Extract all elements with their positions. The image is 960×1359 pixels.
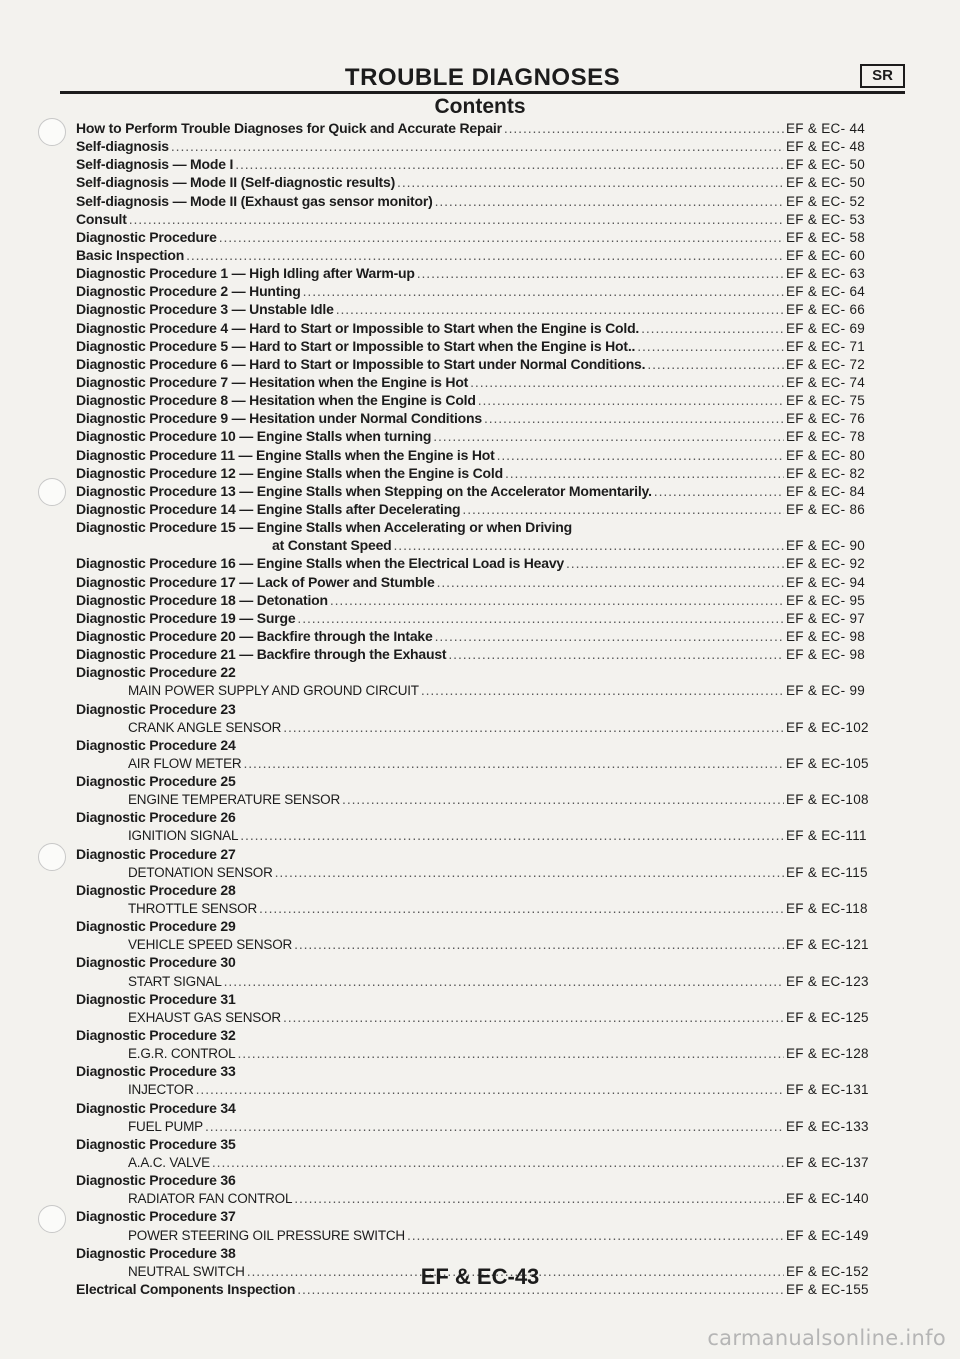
toc-entry-title: Self-diagnosis — Mode II (Exhaust gas sensor monitor) <box>76 192 433 209</box>
toc-entry-page-ref: EF & EC- 99 <box>786 683 866 699</box>
table-of-contents <box>76 119 898 1298</box>
toc-entry[interactable] <box>76 337 898 355</box>
toc-entry-title: Diagnostic Procedure 27 <box>76 845 236 862</box>
dot-leader <box>437 573 784 591</box>
toc-entry[interactable] <box>76 482 898 500</box>
toc-entry-page-ref: EF & EC-140 <box>786 1191 869 1207</box>
dot-leader <box>294 935 784 953</box>
toc-entry-title: Diagnostic Procedure 8 — Hesitation when the Engine is Cold <box>76 392 476 409</box>
toc-entry[interactable] <box>76 681 898 699</box>
toc-entry-page-ref: EF & EC- 50 <box>786 157 866 173</box>
toc-entry[interactable] <box>76 518 898 536</box>
toc-entry-title: Diagnostic Procedure 5 — Hard to Start or Impossible to Start when the Engine is Hot.. <box>76 337 636 354</box>
toc-entry-title: START SIGNAL <box>128 973 222 989</box>
toc-entry[interactable] <box>76 790 898 808</box>
toc-entry-page-ref: EF & EC-123 <box>786 973 869 989</box>
dot-leader <box>435 192 784 210</box>
toc-entry-page-ref: EF & EC- 71 <box>786 338 866 354</box>
toc-entry-page-ref: EF & EC-111 <box>786 828 867 844</box>
toc-entry-page-ref: EF & EC- 80 <box>786 447 866 463</box>
toc-entry-title: IGNITION SIGNAL <box>128 828 239 844</box>
toc-entry-page-ref: EF & EC- 58 <box>786 229 866 245</box>
toc-entry-title: FUEL PUMP <box>128 1118 203 1134</box>
toc-entry-page-ref: EF & EC- 53 <box>786 211 866 227</box>
toc-entry-title: Diagnostic Procedure 26 <box>76 809 236 826</box>
toc-entry-title: Diagnostic Procedure 20 — Backfire through the Intake <box>76 627 433 644</box>
binder-hole <box>38 118 66 146</box>
toc-entry[interactable] <box>76 228 898 246</box>
toc-entry[interactable] <box>76 935 898 953</box>
dot-leader <box>478 391 784 409</box>
toc-entry-title: NEUTRAL SWITCH <box>128 1263 245 1279</box>
toc-entry[interactable] <box>76 300 898 318</box>
toc-entry-page-ref: EF & EC- 63 <box>786 266 866 282</box>
toc-entry-title: Self-diagnosis — Mode II (Self-diagnostic results) <box>76 174 396 191</box>
toc-entry-title: EXHAUST GAS SENSOR <box>128 1009 281 1025</box>
toc-entry-page-ref: EF & EC- 44 <box>786 121 866 136</box>
dot-leader <box>342 790 784 808</box>
toc-entry-title: ENGINE TEMPERATURE SENSOR <box>128 792 341 808</box>
toc-entry[interactable] <box>76 718 898 736</box>
dot-leader <box>433 427 784 445</box>
toc-entry-title: Diagnostic Procedure 11 — Engine Stalls when the Engine is Hot <box>76 446 495 463</box>
toc-entry-title: Diagnostic Procedure 6 — Hard to Start or Impossible to Start under Normal Conditions. <box>76 355 646 372</box>
toc-entry-title: Diagnostic Procedure 34 <box>76 1099 236 1116</box>
toc-entry[interactable] <box>76 500 898 518</box>
toc-entry-page-ref: EF & EC- 92 <box>786 556 866 572</box>
toc-entry-title: THROTTLE SENSOR <box>128 901 258 917</box>
dot-leader <box>566 554 784 572</box>
toc-entry[interactable] <box>76 1244 898 1262</box>
dot-leader <box>196 1080 784 1098</box>
toc-entry-page-ref: EF & EC- 60 <box>786 247 866 263</box>
dot-leader <box>470 373 784 391</box>
toc-entry-title: Diagnostic Procedure 17 — Lack of Power and Stumble <box>76 573 435 590</box>
toc-entry-title: Diagnostic Procedure 38 <box>76 1244 236 1261</box>
dot-leader <box>129 210 784 228</box>
toc-entry-page-ref: EF & EC-155 <box>786 1282 869 1297</box>
toc-entry-title: Diagnostic Procedure 28 <box>76 881 236 898</box>
toc-entry-title: Diagnostic Procedure 3 — Unstable Idle <box>76 301 334 318</box>
toc-entry-title: How to Perform Trouble Diagnoses for Quick and Accurate Repair <box>76 120 502 136</box>
toc-entry[interactable] <box>76 137 898 155</box>
toc-entry-page-ref: EF & EC- 95 <box>786 592 866 608</box>
toc-entry-page-ref: EF & EC- 64 <box>786 284 866 300</box>
toc-entry-page-ref: EF & EC-118 <box>786 901 868 917</box>
toc-entry-title: Diagnostic Procedure 33 <box>76 1063 236 1080</box>
section-title: TROUBLE DIAGNOSES <box>344 64 621 91</box>
dot-leader <box>259 899 784 917</box>
toc-entry[interactable] <box>76 1099 898 1117</box>
page-number: EF & EC-43 <box>420 1264 540 1289</box>
toc-entry[interactable] <box>76 736 898 754</box>
dot-leader <box>647 355 784 373</box>
dot-leader <box>186 246 784 264</box>
dot-leader <box>283 718 784 736</box>
toc-entry-title: Electrical Components Inspection <box>76 1281 296 1297</box>
toc-entry-page-ref: EF & EC-152 <box>786 1263 869 1279</box>
toc-entry-page-ref: EF & EC- 48 <box>786 139 866 155</box>
toc-entry[interactable] <box>76 917 898 935</box>
toc-entry-title: Diagnostic Procedure 14 — Engine Stalls after Decelerating <box>76 500 461 517</box>
dot-leader <box>637 337 784 355</box>
toc-entry[interactable] <box>76 772 898 790</box>
toc-entry[interactable] <box>76 1080 898 1098</box>
toc-entry-page-ref: EF & EC- 97 <box>786 610 866 626</box>
toc-entry[interactable] <box>76 427 898 445</box>
toc-entry[interactable] <box>76 173 898 191</box>
header-rule <box>60 91 905 94</box>
toc-entry[interactable] <box>76 1117 898 1135</box>
toc-entry-title: Diagnostic Procedure 35 <box>76 1135 236 1152</box>
dot-leader <box>171 137 784 155</box>
toc-entry[interactable] <box>76 953 898 971</box>
toc-entry-title: AIR FLOW METER <box>128 755 242 771</box>
dot-leader <box>504 119 784 137</box>
toc-entry-title: Self-diagnosis — Mode I <box>76 156 234 173</box>
dot-leader <box>448 645 784 663</box>
dot-leader <box>484 409 784 427</box>
watermark-text: carmanualsonline.info <box>707 1326 946 1350</box>
toc-entry-title: INJECTOR <box>128 1082 194 1098</box>
dot-leader <box>407 1226 784 1244</box>
dot-leader <box>330 591 784 609</box>
toc-entry[interactable] <box>76 1189 898 1207</box>
dot-leader <box>397 173 784 191</box>
toc-entry-title: Diagnostic Procedure 23 <box>76 700 236 717</box>
toc-entry-title: Diagnostic Procedure 2 — Hunting <box>76 283 301 300</box>
toc-entry[interactable] <box>76 1026 898 1044</box>
dot-leader <box>243 754 784 772</box>
toc-entry-title: DETONATION SENSOR <box>128 864 273 880</box>
dot-leader <box>212 1153 784 1171</box>
toc-entry[interactable] <box>76 319 898 337</box>
toc-entry-title: Basic Inspection <box>76 246 185 263</box>
toc-entry[interactable] <box>76 246 898 264</box>
toc-entry-page-ref: EF & EC- 75 <box>786 393 866 409</box>
toc-entry-page-ref: EF & EC- 84 <box>786 483 866 499</box>
toc-entry-page-ref: EF & EC- 74 <box>786 374 866 390</box>
toc-entry-title: Diagnostic Procedure 21 — Backfire through the Exhaust <box>76 646 447 663</box>
toc-entry[interactable] <box>76 446 898 464</box>
dot-leader <box>275 863 784 881</box>
model-badge: SR <box>860 64 905 88</box>
toc-entry-title: Diagnostic Procedure 12 — Engine Stalls when the Engine is Cold <box>76 464 503 481</box>
toc-entry[interactable] <box>76 554 898 572</box>
toc-entry[interactable] <box>76 1207 898 1225</box>
toc-entry[interactable] <box>76 1062 898 1080</box>
toc-entry-page-ref: EF & EC- 76 <box>786 411 866 427</box>
dot-leader <box>435 627 784 645</box>
toc-entry[interactable] <box>76 391 898 409</box>
binder-hole <box>38 843 66 871</box>
toc-entry[interactable] <box>76 627 898 645</box>
toc-entry-page-ref: EF & EC-128 <box>786 1046 869 1062</box>
toc-entry[interactable] <box>76 609 898 627</box>
toc-entry-title: Diagnostic Procedure 25 <box>76 773 236 790</box>
toc-entry-title: Diagnostic Procedure 10 — Engine Stalls when turning <box>76 428 432 445</box>
dot-leader <box>417 264 784 282</box>
toc-entry[interactable] <box>76 845 898 863</box>
dot-leader <box>297 609 784 627</box>
toc-entry[interactable] <box>76 192 898 210</box>
toc-entry-page-ref: EF & EC- 52 <box>786 193 866 209</box>
dot-leader <box>497 446 784 464</box>
dot-leader <box>240 826 784 844</box>
toc-entry-title: Diagnostic Procedure 4 — Hard to Start or Impossible to Start when the Engine is Cold. <box>76 319 640 336</box>
toc-entry-page-ref: EF & EC-108 <box>786 792 869 808</box>
toc-entry-title: Diagnostic Procedure 24 <box>76 736 236 753</box>
toc-entry[interactable] <box>76 645 898 663</box>
toc-entry[interactable] <box>76 573 898 591</box>
toc-entry[interactable] <box>76 282 898 300</box>
dot-leader <box>294 1189 784 1207</box>
toc-entry-page-ref: EF & EC-137 <box>786 1155 869 1171</box>
toc-entry-title: Self-diagnosis <box>76 138 169 155</box>
toc-entry-title: CRANK ANGLE SENSOR <box>128 719 282 735</box>
toc-entry-page-ref: EF & EC-149 <box>786 1227 869 1243</box>
toc-entry-page-ref: EF & EC- 98 <box>786 647 866 663</box>
dot-leader <box>336 300 784 318</box>
toc-entry-title: Diagnostic Procedure 31 <box>76 990 236 1007</box>
dot-leader <box>394 536 784 554</box>
toc-entry-title: Diagnostic Procedure 22 <box>76 664 236 681</box>
dot-leader <box>303 282 784 300</box>
toc-entry-title: Diagnostic Procedure 1 — High Idling after Warm-up <box>76 265 415 282</box>
toc-entry-title: Diagnostic Procedure 13 — Engine Stalls when Stepping on the Accelerator Momentarily. <box>76 482 652 499</box>
toc-entry-page-ref: EF & EC-115 <box>786 864 868 880</box>
toc-entry-title: Diagnostic Procedure 15 — Engine Stalls when Accelerating or when Driving <box>76 519 573 536</box>
page-header <box>60 58 905 94</box>
toc-entry[interactable] <box>76 1008 898 1026</box>
toc-entry-page-ref: EF & EC- 69 <box>786 320 866 336</box>
toc-entry-title: Diagnostic Procedure <box>76 228 217 245</box>
toc-entry-page-ref: EF & EC- 72 <box>786 356 866 372</box>
dot-leader <box>283 1008 784 1026</box>
toc-entry[interactable] <box>76 881 898 899</box>
toc-entry[interactable] <box>76 972 898 990</box>
toc-entry[interactable] <box>76 808 898 826</box>
toc-entry[interactable] <box>76 155 898 173</box>
dot-leader <box>505 464 784 482</box>
toc-entry-page-ref: EF & EC- 82 <box>786 465 866 481</box>
toc-entry-title: Diagnostic Procedure 16 — Engine Stalls when the Electrical Load is Heavy <box>76 555 565 572</box>
toc-entry[interactable] <box>76 409 898 427</box>
toc-entry[interactable] <box>76 899 898 917</box>
dot-leader <box>224 972 784 990</box>
toc-entry-page-ref: EF & EC- 86 <box>786 501 866 517</box>
dot-leader <box>237 1044 784 1062</box>
toc-entry-title: A.A.C. VALVE <box>128 1155 210 1171</box>
toc-entry-title: VEHICLE SPEED SENSOR <box>128 937 293 953</box>
toc-entry-title: Diagnostic Procedure 36 <box>76 1172 236 1189</box>
toc-entry-title: Diagnostic Procedure 9 — Hesitation under Normal Conditions <box>76 410 482 427</box>
toc-entry[interactable] <box>76 863 898 881</box>
toc-entry-page-ref: EF & EC- 90 <box>786 538 866 554</box>
toc-entry[interactable] <box>76 1226 898 1244</box>
toc-entry[interactable] <box>76 373 898 391</box>
toc-entry-title: at Constant Speed <box>272 537 392 554</box>
toc-entry[interactable] <box>76 119 898 137</box>
toc-entry[interactable] <box>76 1153 898 1171</box>
toc-entry[interactable] <box>76 264 898 282</box>
toc-entry-title: MAIN POWER SUPPLY AND GROUND CIRCUIT <box>128 683 419 699</box>
toc-entry-page-ref: EF & EC-102 <box>786 719 869 735</box>
toc-entry-page-ref: EF & EC- 50 <box>786 175 866 191</box>
toc-entry[interactable] <box>76 464 898 482</box>
dot-leader <box>641 319 784 337</box>
dot-leader <box>421 681 784 699</box>
toc-entry-page-ref: EF & EC- 78 <box>786 429 866 445</box>
toc-entry-title: E.G.R. CONTROL <box>128 1046 236 1062</box>
toc-entry-title: Diagnostic Procedure 19 — Surge <box>76 609 296 626</box>
toc-entry-title: RADIATOR FAN CONTROL <box>128 1191 293 1207</box>
toc-entry-title: Diagnostic Procedure 30 <box>76 954 236 971</box>
toc-entry[interactable] <box>76 1135 898 1153</box>
toc-entry[interactable] <box>76 1044 898 1062</box>
toc-entry-title: Diagnostic Procedure 37 <box>76 1208 236 1225</box>
toc-entry[interactable] <box>76 210 898 228</box>
dot-leader <box>219 228 784 246</box>
toc-entry-page-ref: EF & EC-133 <box>786 1118 869 1134</box>
dot-leader <box>654 482 784 500</box>
dot-leader <box>235 155 784 173</box>
toc-entry-page-ref: EF & EC-105 <box>786 755 869 771</box>
toc-entry-title: Consult <box>76 210 127 227</box>
toc-entry[interactable] <box>76 1171 898 1189</box>
binder-hole <box>38 478 66 506</box>
toc-entry-page-ref: EF & EC- 98 <box>786 628 866 644</box>
toc-entry[interactable] <box>76 700 898 718</box>
toc-entry[interactable] <box>76 754 898 772</box>
dot-leader <box>462 500 784 518</box>
toc-entry-title: Diagnostic Procedure 29 <box>76 918 236 935</box>
toc-entry-title: Diagnostic Procedure 7 — Hesitation when the Engine is Hot <box>76 373 469 390</box>
toc-entry-title: POWER STEERING OIL PRESSURE SWITCH <box>128 1227 405 1243</box>
dot-leader <box>205 1117 784 1135</box>
toc-entry[interactable] <box>76 663 898 681</box>
toc-entry-title: Diagnostic Procedure 32 <box>76 1027 236 1044</box>
toc-entry[interactable] <box>76 355 898 373</box>
toc-entry[interactable] <box>76 826 898 844</box>
toc-entry[interactable] <box>76 591 898 609</box>
toc-entry-title: Diagnostic Procedure 18 — Detonation <box>76 591 328 608</box>
toc-entry[interactable] <box>76 536 898 554</box>
toc-entry-page-ref: EF & EC-125 <box>786 1009 869 1025</box>
binder-hole <box>38 1205 66 1233</box>
toc-entry-page-ref: EF & EC- 94 <box>786 574 866 590</box>
toc-entry-page-ref: EF & EC-131 <box>786 1082 869 1098</box>
toc-entry-page-ref: EF & EC-121 <box>786 937 869 953</box>
toc-entry[interactable] <box>76 990 898 1008</box>
contents-heading: Contents <box>434 95 526 118</box>
toc-entry-page-ref: EF & EC- 66 <box>786 302 866 318</box>
